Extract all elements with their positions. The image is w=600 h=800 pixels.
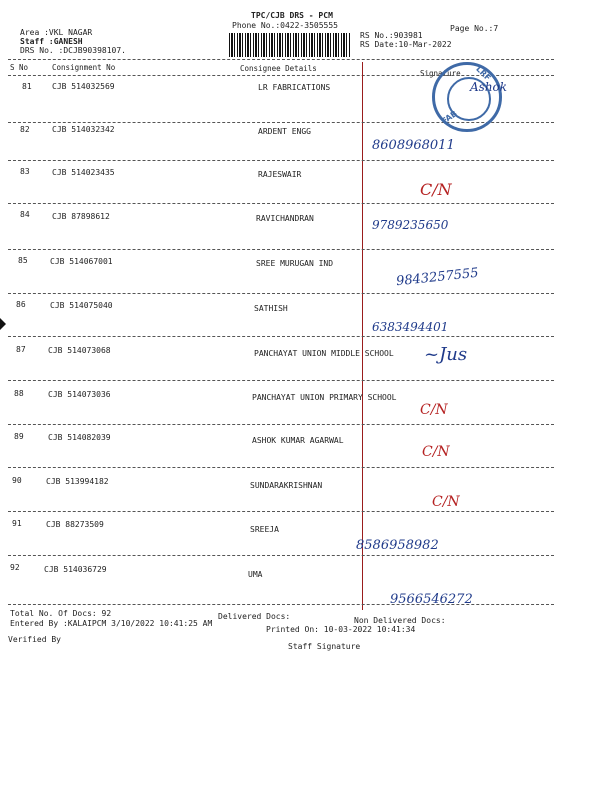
entered-by: Entered By :KALAIPCM 3/10/2022 10:41:25 AM bbox=[10, 619, 213, 628]
row-sno: 84 bbox=[20, 210, 30, 219]
row-consignment: CJB 513994182 bbox=[46, 477, 109, 486]
row-consignee: ARDENT ENGG bbox=[258, 127, 311, 136]
row-sno: 81 bbox=[22, 82, 32, 91]
row-sno: 83 bbox=[20, 167, 30, 176]
printed-on: Printed On: 10-03-2022 10:41:34 bbox=[266, 625, 416, 634]
handwritten-cn: C/N bbox=[432, 494, 460, 510]
delivered-docs: Delivered Docs: bbox=[218, 612, 291, 621]
row-consignment: CJB 514082039 bbox=[48, 433, 111, 442]
handwritten-phone: 8586958982 bbox=[356, 538, 439, 553]
signature-scribble: Ashok bbox=[470, 80, 508, 94]
footer-divider bbox=[8, 604, 554, 605]
row-sno: 92 bbox=[10, 563, 20, 572]
row-divider bbox=[8, 467, 554, 468]
col-sno: S No bbox=[10, 63, 29, 72]
barcode bbox=[229, 33, 351, 57]
row-consignment: CJB 514073036 bbox=[48, 390, 111, 399]
row-divider bbox=[8, 555, 554, 556]
row-sno: 89 bbox=[14, 432, 24, 441]
row-consignment: CJB 514032569 bbox=[52, 82, 115, 91]
row-consignment: CJB 87898612 bbox=[52, 212, 110, 221]
row-sno: 86 bbox=[16, 300, 26, 309]
verified-by: Verified By bbox=[8, 635, 61, 644]
handwritten-phone: 6383494401 bbox=[372, 320, 449, 334]
handwritten-phone: 8608968011 bbox=[372, 138, 455, 153]
signature-scribble: ~Jus bbox=[424, 344, 468, 365]
row-sno: 85 bbox=[18, 256, 28, 265]
row-consignee: RAJESWAIR bbox=[258, 170, 302, 179]
row-consignment: CJB 514036729 bbox=[44, 565, 107, 574]
handwritten-phone: 9789235650 bbox=[372, 218, 449, 232]
row-consignee: SUNDARAKRISHNAN bbox=[250, 481, 323, 490]
row-sno: 87 bbox=[16, 345, 26, 354]
col-consignee: Consignee Details bbox=[240, 64, 317, 73]
phone-number: Phone No.:0422-3505555 bbox=[232, 21, 338, 30]
row-consignee: PANCHAYAT UNION PRIMARY SCHOOL bbox=[252, 393, 397, 402]
document-title: TPC/CJB DRS - PCM bbox=[251, 11, 333, 20]
rs-number: RS No.:903981 bbox=[360, 31, 423, 40]
row-sno: 91 bbox=[12, 519, 22, 528]
col-consignment: Consignment No bbox=[52, 63, 116, 72]
row-consignment: CJB 514032342 bbox=[52, 125, 115, 134]
row-consignee: ASHOK KUMAR AGARWAL bbox=[252, 436, 344, 445]
row-sno: 90 bbox=[12, 476, 22, 485]
non-delivered-docs: Non Delivered Docs: bbox=[354, 616, 446, 625]
scan-edge-mark bbox=[0, 318, 6, 330]
rs-date: RS Date:10-Mar-2022 bbox=[360, 40, 452, 49]
handwritten-cn: C/N bbox=[420, 402, 448, 418]
area-label: Area :VKL NAGAR bbox=[20, 28, 93, 37]
page-number: Page No.:7 bbox=[450, 24, 499, 33]
row-consignee: SATHISH bbox=[254, 304, 288, 313]
divider bbox=[8, 59, 554, 60]
row-consignee: PANCHAYAT UNION MIDDLE SCHOOL bbox=[254, 349, 394, 358]
row-divider bbox=[8, 511, 554, 512]
total-docs: Total No. Of Docs: 92 bbox=[10, 609, 112, 618]
row-divider bbox=[8, 336, 554, 337]
row-consignee: SREE MURUGAN IND bbox=[256, 259, 334, 268]
drs-number: DRS No. :DCJB90398107. bbox=[20, 46, 126, 55]
row-consignment: CJB 88273509 bbox=[46, 520, 104, 529]
col-signature: Signature bbox=[420, 69, 461, 78]
row-consignee: SREEJA bbox=[250, 525, 279, 534]
row-sno: 82 bbox=[20, 125, 30, 134]
handwritten-cn: C/N bbox=[422, 444, 450, 460]
handwritten-cn: C/N bbox=[420, 180, 452, 199]
staff-signature: Staff Signature bbox=[288, 642, 361, 651]
row-consignment: CJB 514073068 bbox=[48, 346, 111, 355]
row-consignee: UMA bbox=[248, 570, 263, 579]
row-divider bbox=[8, 249, 554, 250]
row-sno: 88 bbox=[14, 389, 24, 398]
handwritten-phone: 9843257555 bbox=[395, 265, 480, 290]
company-seal: LRF FAB bbox=[432, 62, 502, 132]
row-divider bbox=[8, 424, 554, 425]
row-consignee: LR FABRICATIONS bbox=[258, 83, 331, 92]
handwritten-phone: 9566546272 bbox=[390, 592, 473, 607]
row-divider bbox=[8, 203, 554, 204]
row-consignment: CJB 514067001 bbox=[50, 257, 113, 266]
staff-label: Staff :GANESH bbox=[20, 37, 83, 46]
row-divider bbox=[8, 380, 554, 381]
row-consignment: CJB 514023435 bbox=[52, 168, 115, 177]
row-divider bbox=[8, 293, 554, 294]
row-divider bbox=[8, 160, 554, 161]
row-consignment: CJB 514075040 bbox=[50, 301, 113, 310]
row-consignee: RAVICHANDRAN bbox=[256, 214, 314, 223]
